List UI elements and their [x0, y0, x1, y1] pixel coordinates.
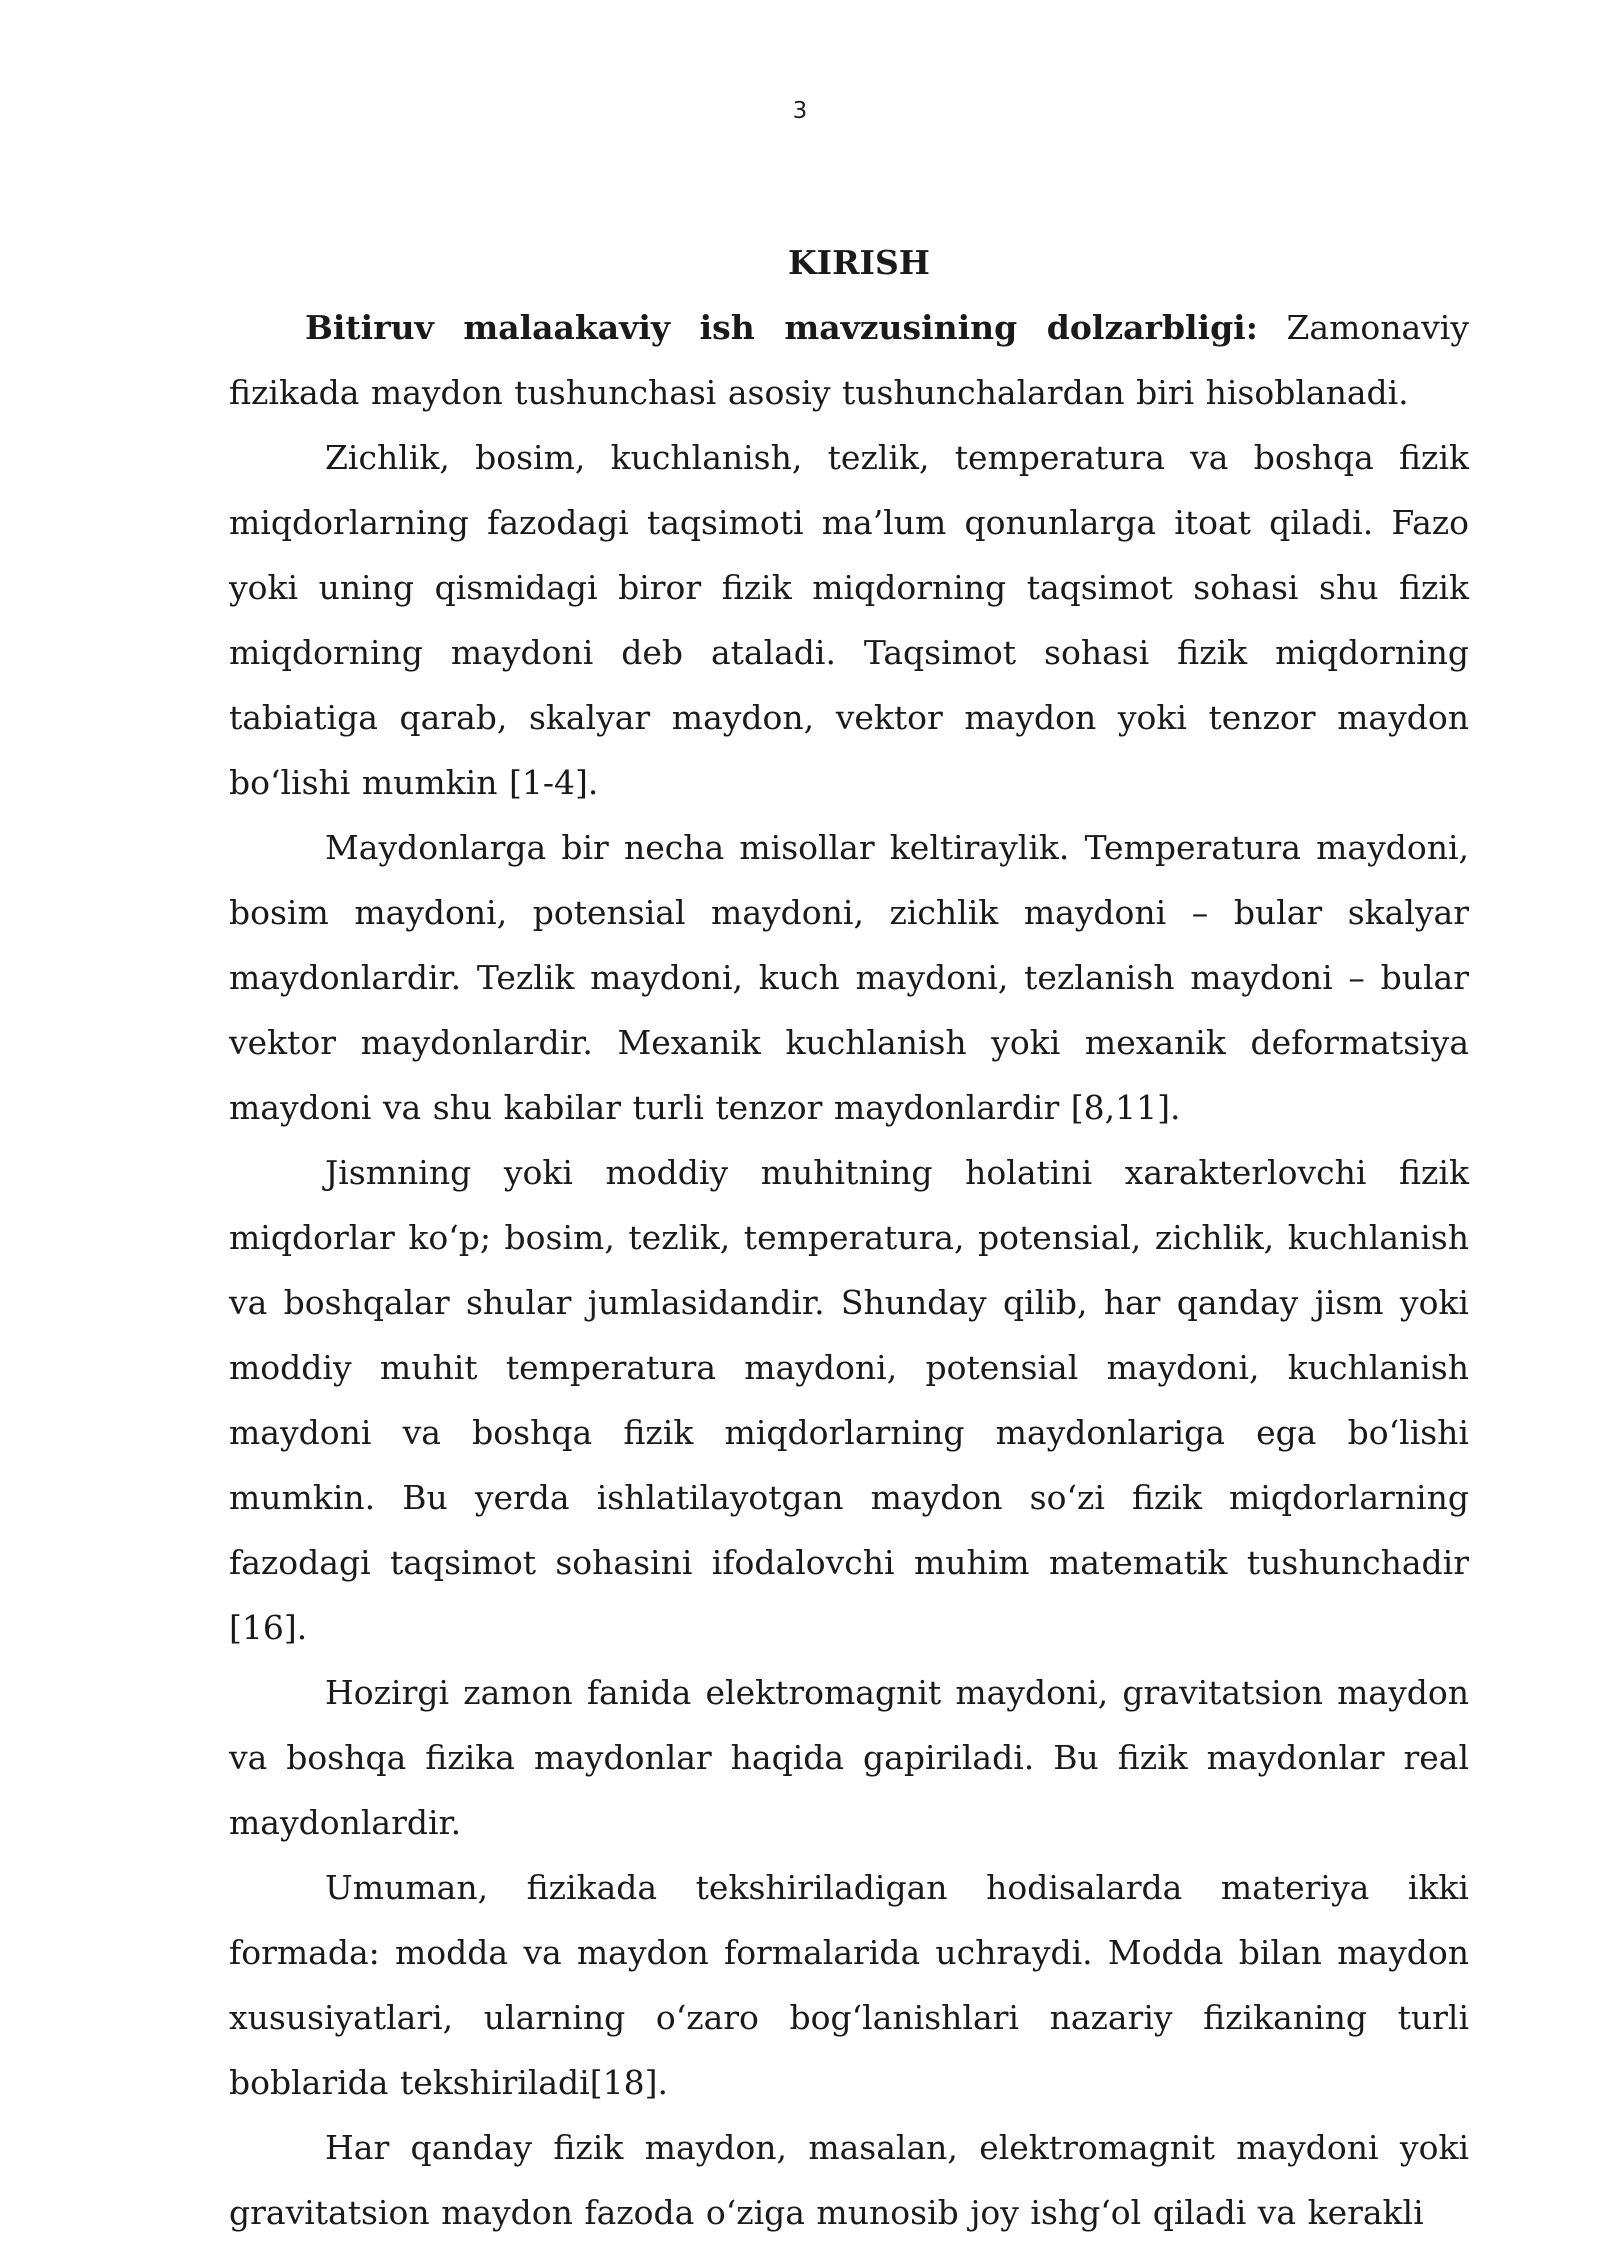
document-body — [229, 230, 1469, 2245]
intro-text: Zamonaviy fizikada maydon tushunchasi asosiy tushunchalardan biri hisoblanadi. — [229, 308, 1469, 412]
paragraph-5: Umuman, fizikada tekshiriladigan hodisalarda materiya ikki formada: modda va maydon formalarida uchraydi. Modda bilan maydon xususiyatlari, ularning o‘zaro bog‘lanishlari nazariy fizikaning turli boblarida tekshiriladi[18]. — [229, 1868, 1469, 2102]
paragraph-2: Maydonlarga bir necha misollar keltiraylik. Temperatura maydoni, bosim maydoni, potensial maydoni, zichlik maydoni – bular skalyar maydonlardir. Tezlik maydoni, kuch maydoni, tezlanish maydoni – bular vektor maydonlardir. Mexanik kuchlanish yoki mexanik deformatsiya maydoni va shu kabilar turli tenzor maydonlardir [8,11]. — [229, 828, 1469, 1127]
intro-bold-lead: Bitiruv malaakaviy ish mavzusining dolzarbligi: — [305, 308, 1258, 347]
paragraph-4: Hozirgi zamon fanida elektromagnit maydoni, gravitatsion maydon va boshqa fizika maydonlar haqida gapiriladi. Bu fizik maydonlar real maydonlardir. — [229, 1673, 1469, 1842]
intro-paragraph — [229, 295, 1469, 425]
paragraph-3: Jismning yoki moddiy muhitning holatini xarakterlovchi fizik miqdorlar ko‘p; bosim, tezlik, temperatura, potensial, zichlik, kuchlanish va boshqalar shular jumlasidandir. Shunday qilib, har qanday jism yoki moddiy muhit temperatura maydoni, potensial maydoni, kuchlanish maydoni va boshqa fizik miqdorlarning maydonlariga ega bo‘lishi mumkin. Bu yerda ishlatilayotgan maydon so‘zi fizik miqdorlarning fazodagi taqsimot sohasini ifodalovchi muhim matematik tushunchadir [16]. — [229, 1153, 1469, 1647]
page-number: 3 — [792, 98, 808, 124]
paragraph-6: Har qanday fizik maydon, masalan, elektromagnit maydoni yoki gravitatsion maydon fazoda o‘ziga munosib joy ishg‘ol qiladi va kerakli — [229, 2128, 1469, 2232]
section-heading: KIRISH — [788, 243, 930, 282]
paragraph-1: Zichlik, bosim, kuchlanish, tezlik, temperatura va boshqa fizik miqdorlarning fazodagi taqsimoti ma’lum qonunlarga itoat qiladi. Fazo yoki uning qismidagi biror fizik miqdorning taqsimot sohasi shu fizik miqdorning maydoni deb ataladi. Taqsimot sohasi fizik miqdorning tabiatiga qarab, skalyar maydon, vektor maydon yoki tenzor maydon bo‘lishi mumkin [1-4]. — [229, 438, 1469, 802]
